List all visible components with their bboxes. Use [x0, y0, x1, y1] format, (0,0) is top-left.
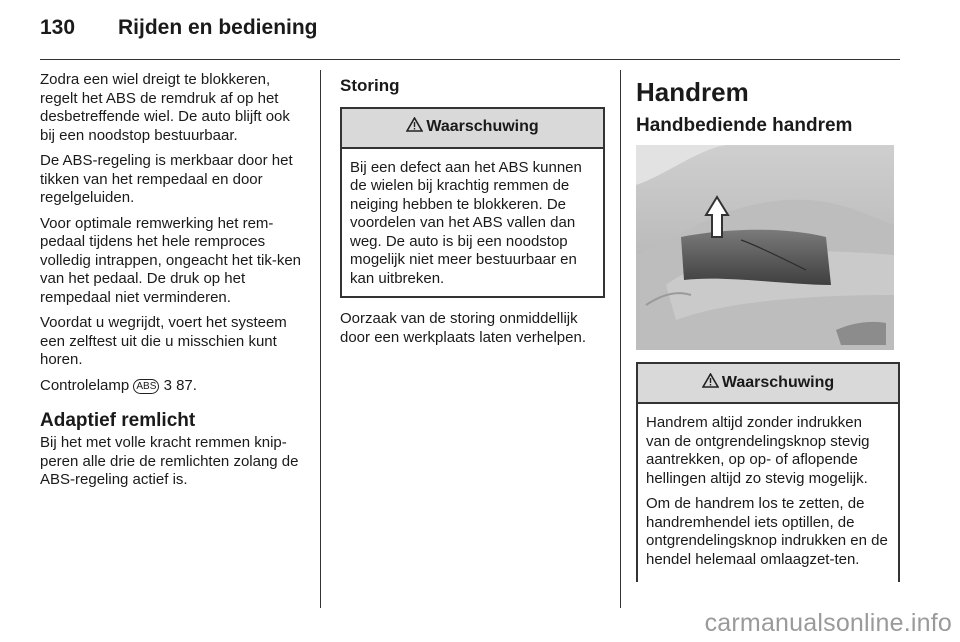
warning-box [636, 362, 900, 582]
paragraph: Bij het met volle kracht remmen knip-peren alle drie de remlichten zolang de ABS-regeling actief is. [40, 434, 299, 488]
watermark: carmanualsonline.info [704, 609, 952, 637]
paragraph: Voor optimale remwerking het rem-pedaal tijdens het hele remproces volledig intrappen, ongeacht het tik-ken van het pedaal. De druk op het rempedaal niet verminderen. [40, 214, 302, 306]
column-divider [620, 70, 621, 608]
chapter-title: Rijden en bediening [118, 16, 318, 39]
column-3 [636, 71, 900, 350]
page-header [40, 16, 318, 50]
warning-text: Bij een defect aan het ABS kunnen de wielen bij krachtig remmen de neiging hebben te blokkeren. De voordelen van het ABS vallen dan weg. De auto is bij een noodstop mogelijk niet meer bestuurbaar en kan uitbreken. [350, 158, 582, 287]
column-1 [40, 71, 308, 497]
page-number: 130 [40, 16, 76, 39]
warning-title: Waarschuwing [426, 118, 539, 136]
section-heading: Handrem [636, 77, 749, 107]
column-2 [340, 71, 605, 354]
section-heading: Adaptief remlicht [40, 410, 196, 431]
page-reference[interactable]: 3 87. [163, 376, 197, 394]
section-heading: Storing [340, 76, 400, 95]
abs-icon: ABS [133, 379, 159, 394]
paragraph: Voordat u wegrijdt, voert het systeem een zelftest uit die u misschien kunt horen. [40, 314, 287, 368]
header-rule [40, 59, 900, 60]
control-lamp-label: Controlelamp [40, 376, 130, 394]
paragraph: De ABS-regeling is merkbaar door het tikken van het rempedaal en door regelgeluiden. [40, 152, 293, 206]
warning-text: Om de handrem los te zetten, de handremhendel iets optillen, de ontgrendelingsknop indrukken en de hendel helemaal omlaagzet-ten. [646, 495, 888, 568]
paragraph-control-lamp [40, 377, 308, 396]
handbrake-photo [636, 145, 894, 350]
paragraph: Oorzaak van de storing onmiddellijk door een werkplaats laten verhelpen. [340, 310, 586, 346]
warning-header [638, 364, 898, 404]
warning-triangle-icon [406, 117, 423, 138]
column-divider [320, 70, 321, 608]
warning-text: Handrem altijd zonder indrukken van de ontgrendelingsknop stevig aantrekken, op op- of aflopende hellingen altijd zo stevig mogelijk. [646, 414, 870, 487]
warning-title: Waarschuwing [721, 374, 835, 391]
subsection-heading: Handbediende handrem [636, 115, 853, 136]
warning-box [340, 107, 605, 299]
paragraph: Zodra een wiel dreigt te blokkeren, regelt het ABS de remdruk af op het desbetreffende wiel. De auto blijft ook bij een noodstop bestuurbaar. [40, 71, 290, 144]
warning-header [342, 109, 603, 149]
warning-triangle-icon [702, 373, 719, 393]
